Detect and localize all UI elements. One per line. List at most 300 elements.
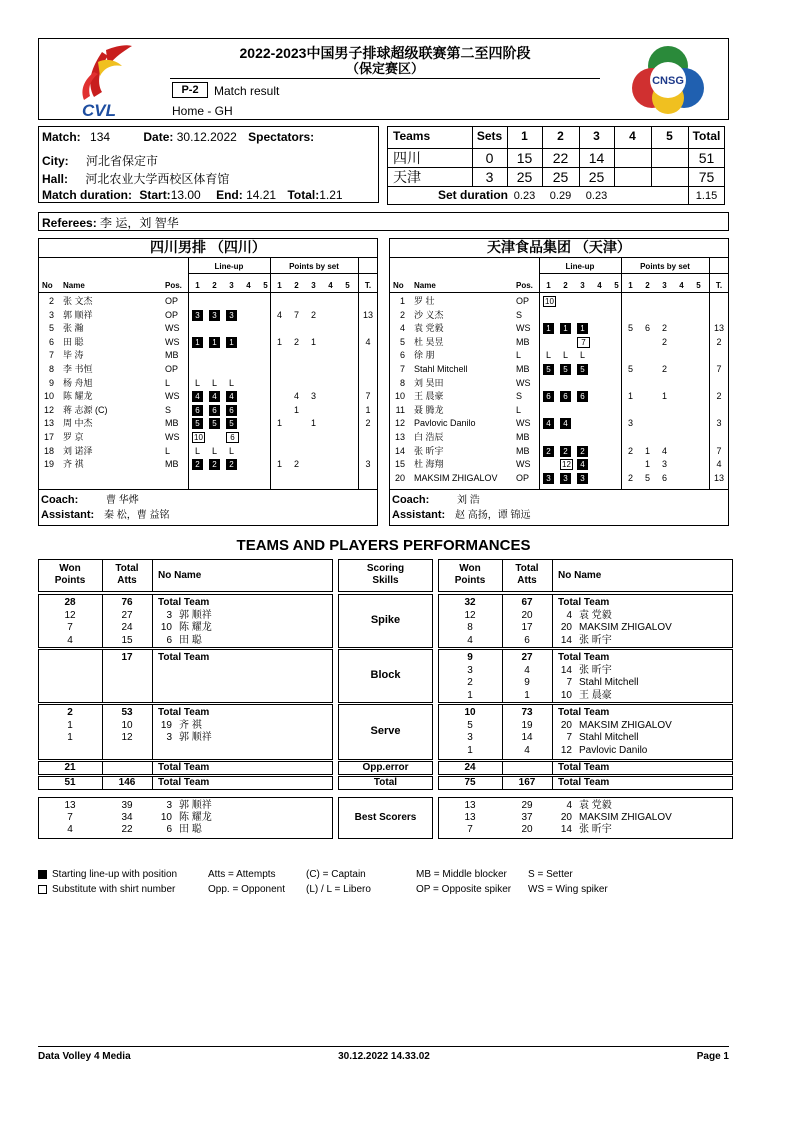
roster-line bbox=[38, 489, 378, 490]
total-atts: 146 bbox=[118, 777, 136, 788]
page-subtitle: （保定赛区） bbox=[345, 61, 424, 76]
player-row bbox=[38, 295, 378, 308]
lineup-box: 3 bbox=[226, 310, 237, 321]
footer-right: Page 1 bbox=[696, 1051, 729, 1062]
perf-atts: 17 bbox=[521, 622, 533, 633]
best-shirt: 14 bbox=[560, 824, 572, 835]
perf-atts: 15 bbox=[121, 634, 133, 646]
perf-shirt: 14 bbox=[560, 634, 572, 646]
perf-won: 12 bbox=[464, 609, 476, 621]
legend-item: Starting line-up with position bbox=[52, 869, 178, 880]
set-points: 2 bbox=[293, 459, 299, 470]
set-points: 2 bbox=[661, 323, 667, 334]
player-name: 蒋 志源 (C) bbox=[63, 404, 108, 415]
player-position: L bbox=[516, 404, 522, 415]
player-position: MB bbox=[516, 432, 530, 442]
score-cell: 22 bbox=[552, 150, 569, 166]
perf-atts: 17 bbox=[121, 652, 133, 663]
lineup-box: 6 bbox=[577, 391, 588, 402]
total-duration: 1.15 bbox=[695, 190, 718, 202]
total-points: 2 bbox=[365, 418, 371, 429]
perf-col-line bbox=[552, 704, 553, 760]
player-name: 徐 朋 bbox=[414, 350, 435, 361]
skill-name: Block bbox=[370, 669, 401, 681]
libero-mark: L bbox=[228, 377, 234, 388]
total-points: 2 bbox=[716, 391, 722, 402]
set-points: 1 bbox=[644, 459, 650, 470]
perf-won: 4 bbox=[467, 634, 473, 646]
perf-won: 1 bbox=[67, 719, 73, 731]
player-row bbox=[389, 404, 729, 417]
legend-item: (L) / L = Libero bbox=[306, 884, 371, 895]
player-name: 罗 京 bbox=[63, 432, 84, 442]
perf-won: 4 bbox=[67, 634, 73, 646]
footer-rule bbox=[38, 1046, 729, 1047]
player-number: 5 bbox=[48, 323, 54, 334]
lineup-box: 10 bbox=[192, 432, 205, 443]
perf-col-line bbox=[552, 594, 553, 648]
player-name: 毕 涛 bbox=[63, 350, 84, 361]
referees-names: 李 运，刘 智华 bbox=[100, 216, 179, 230]
perf-shirt: 12 bbox=[560, 744, 572, 756]
best-atts: 22 bbox=[121, 824, 133, 835]
lineup-box: 3 bbox=[209, 310, 220, 321]
roster-line bbox=[389, 257, 729, 258]
perf-atts: 20 bbox=[521, 609, 533, 621]
perf-player: Total Team bbox=[158, 707, 210, 718]
set-header: 3 bbox=[662, 281, 667, 290]
score-header: 1 bbox=[521, 129, 528, 143]
libero-mark: L bbox=[211, 445, 217, 456]
lineup-box: 6 bbox=[226, 432, 239, 443]
lineup-box: 4 bbox=[192, 391, 203, 402]
libero-mark: L bbox=[562, 350, 568, 361]
lineup-box: 7 bbox=[577, 337, 590, 348]
svg-text:CNSG: CNSG bbox=[652, 75, 684, 87]
player-name: 李 书恒 bbox=[63, 364, 93, 374]
player-number: 8 bbox=[399, 377, 405, 388]
set-header: 1 bbox=[546, 281, 551, 290]
hall-line bbox=[42, 170, 229, 187]
set-header: 3 bbox=[580, 281, 585, 290]
skill-name: Serve bbox=[370, 725, 401, 737]
lineup-box: 2 bbox=[226, 459, 237, 470]
set-duration-label: Set duration bbox=[437, 188, 508, 202]
player-position: S bbox=[516, 391, 523, 402]
player-position: WS bbox=[165, 323, 180, 334]
set-points: 4 bbox=[661, 445, 667, 456]
perf-atts: 14 bbox=[521, 732, 533, 743]
lineup-box: 5 bbox=[577, 364, 588, 375]
t-header: T. bbox=[364, 281, 372, 290]
lineup-box: 4 bbox=[226, 391, 237, 402]
best-atts: 29 bbox=[521, 800, 533, 811]
perf-atts: 1 bbox=[524, 689, 530, 701]
score-cell: 四川 bbox=[393, 150, 421, 166]
perf-col-line bbox=[552, 776, 553, 790]
set-duration: 0.23 bbox=[513, 190, 536, 202]
lineup-box: 12 bbox=[560, 459, 573, 470]
set-header: 2 bbox=[645, 281, 650, 290]
perf-shirt: 6 bbox=[166, 634, 172, 646]
total-label: Total: bbox=[287, 188, 320, 202]
libero-mark: L bbox=[194, 377, 200, 388]
player-position: MB bbox=[516, 364, 530, 374]
set-header: 1 bbox=[277, 281, 282, 290]
cvl-logo bbox=[72, 42, 140, 118]
pos-header: Pos. bbox=[165, 281, 182, 290]
perf-shirt: 19 bbox=[160, 719, 172, 731]
legend-item: OP = Opposite spiker bbox=[416, 884, 512, 895]
player-position: OP bbox=[165, 309, 179, 320]
player-position: WS bbox=[165, 336, 180, 347]
player-number: 7 bbox=[399, 364, 405, 374]
perf-won: 8 bbox=[467, 622, 473, 633]
lineup-box: 5 bbox=[226, 418, 237, 429]
perf-col-line bbox=[152, 649, 153, 703]
lineup-box: 1 bbox=[560, 323, 571, 334]
player-number: 13 bbox=[43, 418, 54, 429]
player-row bbox=[38, 390, 378, 403]
perf-atts: 24 bbox=[121, 622, 133, 633]
score-cell: 15 bbox=[516, 150, 533, 166]
perf-player: Pavlovic Danilo bbox=[579, 744, 648, 756]
player-number: 18 bbox=[43, 445, 54, 456]
perf-atts: 4 bbox=[524, 664, 530, 676]
player-position: L bbox=[165, 377, 171, 388]
perf-player: 齐 祺 bbox=[179, 719, 202, 731]
perf-player: 郭 顺祥 bbox=[179, 732, 212, 743]
player-position: MB bbox=[516, 336, 530, 347]
lineup-box: 5 bbox=[560, 364, 571, 375]
noname-header: No Name bbox=[558, 570, 602, 581]
player-name: 田 聪 bbox=[63, 336, 84, 347]
best-name: 袁 党毅 bbox=[579, 800, 612, 811]
perf-col-line bbox=[552, 559, 553, 592]
player-row bbox=[389, 336, 729, 349]
perf-won: 2 bbox=[467, 677, 473, 688]
perf-atts: 6 bbox=[524, 634, 530, 646]
coach-label: Coach: bbox=[41, 494, 79, 506]
lineup-box: 1 bbox=[192, 337, 203, 348]
best-name: 田 聪 bbox=[179, 824, 202, 835]
player-number: 2 bbox=[48, 296, 54, 306]
perf-shirt: 4 bbox=[566, 609, 572, 621]
perf-col-line bbox=[502, 761, 503, 775]
player-number: 13 bbox=[394, 432, 405, 442]
title-underline bbox=[170, 78, 600, 79]
best-won: 13 bbox=[464, 800, 476, 811]
perf-shirt: 7 bbox=[566, 732, 572, 743]
player-position: WS bbox=[165, 391, 180, 402]
lineup-box: 3 bbox=[543, 473, 554, 484]
legend-item: WS = Wing spiker bbox=[528, 884, 608, 895]
player-name: 王 晨豪 bbox=[414, 391, 444, 402]
player-position: L bbox=[165, 445, 171, 456]
player-row bbox=[38, 377, 378, 390]
spectators-label: Spectators: bbox=[248, 130, 315, 144]
noname-header: No Name bbox=[158, 570, 202, 581]
perf-won: 2 bbox=[67, 707, 73, 718]
player-number: 15 bbox=[394, 459, 405, 470]
player-name: 沙 义杰 bbox=[414, 309, 444, 320]
player-row bbox=[38, 431, 378, 444]
total-points: 7 bbox=[365, 391, 371, 402]
perf-col-line bbox=[552, 761, 553, 775]
player-name: Stahl Mitchell bbox=[414, 364, 468, 374]
set-header: 5 bbox=[696, 281, 701, 290]
coach-label: Coach: bbox=[392, 494, 430, 506]
player-position: OP bbox=[165, 364, 179, 374]
set-points: 5 bbox=[644, 472, 650, 483]
best-name: MAKSIM ZHIGALOV bbox=[579, 812, 672, 823]
perf-col-line bbox=[152, 594, 153, 648]
perf-player: MAKSIM ZHIGALOV bbox=[579, 622, 672, 633]
lineup-box: 2 bbox=[543, 446, 554, 457]
player-number: 14 bbox=[394, 445, 405, 456]
set-points: 4 bbox=[276, 309, 282, 320]
player-name: 郭 顺祥 bbox=[63, 309, 93, 320]
player-position: WS bbox=[165, 432, 180, 442]
libero-mark: L bbox=[211, 377, 217, 388]
legend-item: S = Setter bbox=[528, 869, 573, 880]
best-shirt: 10 bbox=[160, 812, 172, 823]
perf-won: 3 bbox=[467, 664, 473, 676]
set-points: 1 bbox=[276, 336, 282, 347]
best-shirt: 6 bbox=[166, 824, 172, 835]
score-row-line bbox=[387, 167, 725, 168]
player-number: 3 bbox=[48, 309, 54, 320]
total-won: 51 bbox=[64, 777, 76, 788]
city-label: City: bbox=[42, 154, 69, 168]
best-won: 7 bbox=[67, 812, 73, 823]
perf-player: 张 昕宇 bbox=[579, 634, 612, 646]
set-header: 4 bbox=[597, 281, 602, 290]
player-name: 杜 昊昱 bbox=[414, 336, 444, 347]
set-points: 2 bbox=[627, 472, 633, 483]
lineup-box: 4 bbox=[209, 391, 220, 402]
roster-line bbox=[38, 292, 378, 293]
doc-title: Match result bbox=[214, 84, 280, 98]
score-cell: 75 bbox=[698, 169, 715, 185]
match-line bbox=[42, 130, 314, 144]
total-points: 2 bbox=[716, 336, 722, 347]
lineup-box: 3 bbox=[577, 473, 588, 484]
perf-atts: 67 bbox=[521, 597, 533, 608]
match-number: 134 bbox=[90, 130, 111, 144]
opp-error-name: Total Team bbox=[558, 762, 610, 773]
score-cell: 25 bbox=[588, 169, 605, 185]
legend-marker bbox=[38, 870, 47, 879]
legend-item: MB = Middle blocker bbox=[416, 869, 507, 880]
legend-item: Opp. = Opponent bbox=[208, 884, 286, 895]
perf-atts: 27 bbox=[121, 609, 133, 621]
perf-shirt: 20 bbox=[560, 719, 572, 731]
player-row bbox=[389, 363, 729, 376]
perf-col-line bbox=[102, 761, 103, 775]
player-position: MB bbox=[165, 459, 179, 470]
perf-atts: 10 bbox=[121, 719, 133, 731]
hall-value: 河北农业大学西校区体育馆 bbox=[85, 172, 230, 186]
set-header: 2 bbox=[563, 281, 568, 290]
opp-error-won: 24 bbox=[464, 762, 476, 773]
footer-center: 30.12.2022 14.33.02 bbox=[338, 1051, 430, 1062]
perf-player: Total Team bbox=[558, 652, 610, 663]
score-row-line bbox=[387, 186, 725, 187]
lineup-box: 6 bbox=[192, 405, 203, 416]
set-points: 1 bbox=[627, 391, 633, 402]
end-label: End: bbox=[216, 188, 243, 202]
libero-mark: L bbox=[579, 350, 585, 361]
duration-line bbox=[42, 188, 343, 202]
lineup-box: 2 bbox=[209, 459, 220, 470]
set-points: 3 bbox=[310, 391, 316, 402]
perf-player: Total Team bbox=[158, 597, 210, 608]
perf-atts: 27 bbox=[521, 652, 533, 663]
player-row bbox=[389, 322, 729, 335]
set-points: 1 bbox=[310, 336, 316, 347]
points-header: Points by set bbox=[640, 262, 690, 271]
player-number: 2 bbox=[399, 309, 405, 320]
player-row bbox=[38, 404, 378, 417]
opp-error-name: Total Team bbox=[158, 762, 210, 773]
start-value: 13.00 bbox=[170, 188, 201, 202]
city-line bbox=[42, 152, 158, 169]
best-won: 13 bbox=[464, 812, 476, 823]
perf-won: 1 bbox=[467, 689, 473, 701]
player-number: 11 bbox=[395, 404, 405, 415]
set-points: 2 bbox=[293, 336, 299, 347]
perf-won: 12 bbox=[64, 609, 76, 621]
player-row bbox=[389, 472, 729, 485]
set-header: 2 bbox=[212, 281, 217, 290]
lineup-header: Line-up bbox=[214, 262, 244, 271]
total-value: 1.21 bbox=[319, 188, 343, 202]
perf-atts: 53 bbox=[121, 707, 133, 718]
set-header: 3 bbox=[311, 281, 316, 290]
perf-won: 1 bbox=[67, 732, 73, 743]
lineup-box: 6 bbox=[560, 391, 571, 402]
player-row bbox=[389, 417, 729, 430]
perf-shirt: 3 bbox=[166, 609, 172, 621]
perf-atts: 73 bbox=[521, 707, 533, 718]
set-duration: 0.23 bbox=[585, 190, 608, 202]
score-cell: 天津 bbox=[393, 169, 421, 185]
footer-left: Data Volley 4 Media bbox=[38, 1051, 131, 1062]
best-atts: 20 bbox=[521, 824, 533, 835]
total-points: 13 bbox=[713, 472, 724, 483]
best-won: 4 bbox=[67, 824, 73, 835]
set-header: 5 bbox=[614, 281, 619, 290]
player-position: S bbox=[516, 309, 523, 320]
set-header: 1 bbox=[195, 281, 200, 290]
best-label: Best Scorers bbox=[354, 812, 417, 823]
player-row bbox=[389, 431, 729, 444]
coach-name: 刘 浩 bbox=[457, 495, 480, 506]
set-header: 3 bbox=[229, 281, 234, 290]
set-points: 1 bbox=[310, 418, 316, 429]
set-points: 6 bbox=[661, 472, 667, 483]
start-label: Start: bbox=[139, 188, 171, 202]
perf-player: 袁 党毅 bbox=[579, 609, 612, 621]
player-name: 聂 腾龙 bbox=[414, 404, 444, 415]
lineup-box: 6 bbox=[226, 405, 237, 416]
set-header: 4 bbox=[246, 281, 251, 290]
best-name: 张 昕宇 bbox=[579, 824, 612, 835]
won-header: Won Points bbox=[54, 563, 86, 586]
roster-line bbox=[188, 273, 378, 274]
total-won: 75 bbox=[464, 777, 476, 788]
set-points: 5 bbox=[627, 364, 633, 374]
set-points: 6 bbox=[644, 323, 650, 334]
legend-item: Substitute with shirt number bbox=[52, 884, 176, 895]
page-title: 2022-2023中国男子排球超级联赛第二至四阶段 bbox=[239, 45, 531, 61]
set-points: 7 bbox=[293, 309, 299, 320]
player-name: 杨 舟旭 bbox=[63, 377, 93, 388]
best-shirt: 20 bbox=[560, 812, 572, 823]
name-header: Name bbox=[414, 281, 436, 290]
perf-atts: 76 bbox=[121, 597, 133, 608]
player-row bbox=[389, 309, 729, 322]
perf-won: 1 bbox=[467, 744, 473, 756]
roster-line bbox=[38, 257, 378, 258]
score-header: 4 bbox=[629, 129, 636, 143]
coach-name: 曹 华烨 bbox=[106, 495, 139, 506]
player-name: 齐 祺 bbox=[63, 459, 84, 470]
won-header: Won Points bbox=[454, 563, 486, 586]
player-name: 张 昕宇 bbox=[414, 445, 444, 456]
perf-col-line bbox=[152, 704, 153, 760]
lineup-box: 2 bbox=[577, 446, 588, 457]
perf-col-line bbox=[552, 649, 553, 703]
roster-line bbox=[389, 489, 729, 490]
player-row bbox=[389, 445, 729, 458]
perf-won: 3 bbox=[467, 732, 473, 743]
city-value: 河北省保定市 bbox=[86, 154, 159, 168]
lineup-box: 4 bbox=[560, 418, 571, 429]
pos-header: Pos. bbox=[516, 281, 533, 290]
lineup-header: Line-up bbox=[565, 262, 595, 271]
perf-shirt: 10 bbox=[160, 622, 172, 633]
match-date: 30.12.2022 bbox=[176, 130, 237, 144]
score-cell: 25 bbox=[552, 169, 569, 185]
player-number: 10 bbox=[394, 391, 405, 402]
player-name: 刘 昊田 bbox=[414, 377, 444, 388]
player-row bbox=[38, 417, 378, 430]
player-number: 8 bbox=[48, 364, 54, 374]
player-position: WS bbox=[516, 323, 531, 334]
legend-item: Atts = Attempts bbox=[208, 869, 276, 880]
duration-label: Match duration: bbox=[42, 188, 132, 202]
player-name: 白 浩辰 bbox=[414, 432, 444, 442]
legend-item: (C) = Captain bbox=[306, 869, 366, 880]
player-row bbox=[389, 390, 729, 403]
team-name: 四川男排 （四川） bbox=[150, 239, 266, 255]
player-name: 张 瀚 bbox=[63, 323, 84, 334]
player-position: MB bbox=[516, 445, 530, 456]
best-atts: 34 bbox=[121, 812, 133, 823]
lineup-box: 5 bbox=[543, 364, 554, 375]
score-header: 3 bbox=[593, 129, 600, 143]
lineup-box: 5 bbox=[209, 418, 220, 429]
perf-atts: 9 bbox=[524, 677, 530, 688]
opp-error-won: 21 bbox=[64, 762, 76, 773]
player-number: 6 bbox=[48, 336, 54, 347]
player-name: 刘 诺泽 bbox=[63, 445, 93, 456]
perf-player: Stahl Mitchell bbox=[579, 677, 639, 688]
libero-mark: L bbox=[194, 445, 200, 456]
perf-col-line bbox=[152, 761, 153, 775]
